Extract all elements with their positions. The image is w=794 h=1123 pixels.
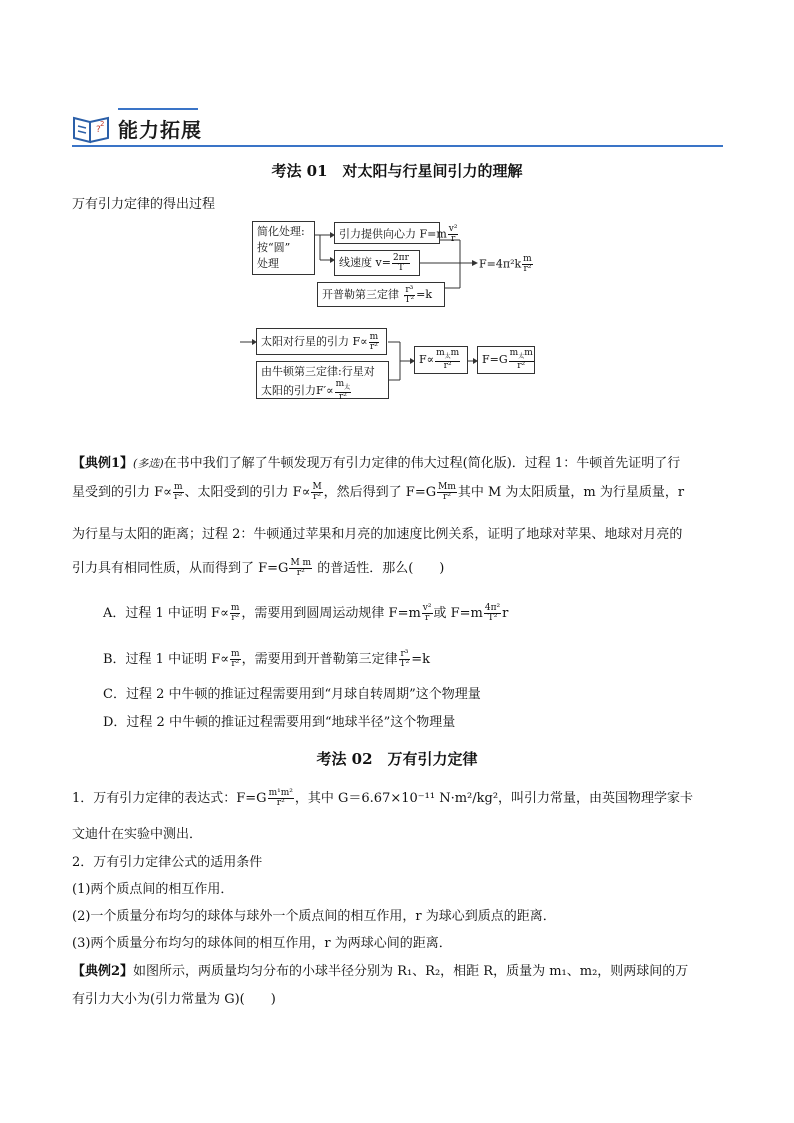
section1-title: 考法 01 对太阳与行星间引力的理解 (271, 162, 523, 180)
example1-line2: 星受到的引力 F∝ $\frac{m}{\text{r²}}$ 、太阳受到的引力 F∝ $\frac{M}{\text{r²}}$ ，然后得到了 F=G $\frac{Mm}{\text{r²}}$ 其中 M 为太阳质量，m 为行星质量，r (72, 482, 685, 502)
section2-para3: (1)两个质点间的相互作用． (72, 882, 234, 897)
example1-line3: 为行星与太阳的距离；过程 2：牛顿通过苹果和月亮的加速度比例关系，证明了地球对苹果、地球对月亮的 (72, 527, 683, 542)
svg-text:?: ? (96, 125, 101, 135)
header-divider (72, 145, 723, 147)
example2-line2: 有引力大小为(引力常量为 G)( ) (72, 992, 276, 1007)
box-velocity: 线速度 v= $\frac{2\pi r}{T}$ (334, 250, 420, 276)
section2-title: 考法 02 万有引力定律 (316, 750, 478, 768)
svg-text:2: 2 (100, 120, 105, 128)
section2-para2: 2．万有引力定律公式的适用条件 (72, 855, 263, 870)
section2-para1: 1．万有引力定律的表达式：F=G $\frac{\text{m¹m²}}{\text{r²}}$ ，其中 G＝6.67×10⁻¹¹ N·m²/kg²，叫引力常量，由英国物理学家卡 (72, 788, 694, 808)
book-icon (72, 110, 112, 144)
example1-option-a[interactable]: A．过程 1 中证明 F∝ $\frac{m}{\text{r²}}$ ，需要用到圆周运动规律 F=m $\frac{\text{v²}}{r}$ 或 F=m $\frac{\text{4π²}}{\text{T²}}$ r (103, 603, 509, 623)
box-kepler: 开普勒第三定律 $\frac{\text{r³}}{\text{T²}}$ =k (317, 282, 445, 307)
example1-line1: 【典例1】(多选)在书中我们了解了牛顿发现万有引力定律的伟大过程(简化版)．过程 1：牛顿首先证明了行 (72, 456, 681, 471)
box-proportional: F∝ $\frac{m_太m}{\text{r²}}$ (414, 346, 468, 374)
example2-line1: 【典例2】如图所示，两质量均匀分布的小球半径分别为 R₁、R₂，相距 R，质量为 m₁、m₂，则两球间的万 (72, 964, 689, 979)
box-newton-third-law: 由牛顿第三定律:行星对 太阳的引力F′∝ $\frac{m_太}{\text{r²}}$ (256, 361, 389, 399)
example1-option-d[interactable]: D．过程 2 中牛顿的推证过程需要用到“地球半径”这个物理量 (103, 715, 456, 730)
box-final-formula: F=G $\frac{m_太m}{\text{r²}}$ (477, 346, 535, 374)
box-sun-on-planet: 太阳对行星的引力 F∝ $\frac{m}{\text{r²}}$ (256, 328, 387, 355)
box-simplify: 简化处理: 按“圆” 处理 (252, 221, 315, 275)
example1-option-b[interactable]: B．过程 1 中证明 F∝ $\frac{m}{\text{r²}}$ ，需要用到开普勒第三定律 $\frac{\text{r³}}{\text{T²}}$ =k (103, 649, 431, 669)
section2-para5: (3)两个质量分布均匀的球体间的相互作用，r 为两球心间的距离． (72, 936, 452, 951)
section2-para1-cont: 文迪什在实验中测出． (72, 827, 203, 842)
section2-para4: (2)一个质量分布均匀的球体与球外一个质点间的相互作用，r 为球心到质点的距离． (72, 909, 556, 924)
section-header-title: 能力拓展 (118, 118, 202, 142)
example1-line4: 引力具有相同性质，从而得到了 F=G $\frac{\text{M m}}{\text{r²}}$ 的普适性．那么( ) (72, 558, 445, 578)
box-centripetal: 引力提供向心力 F=m $\frac{\text{v²}}{r}$ (334, 222, 440, 244)
header-accent-line (118, 108, 198, 110)
diagram1-result: F=4π²k $\frac{m}{\text{r²}}$ (479, 254, 532, 274)
example1-option-c[interactable]: C．过程 2 中牛顿的推证过程需要用到“月球自转周期”这个物理量 (103, 687, 481, 702)
section1-intro: 万有引力定律的得出过程 (72, 197, 216, 212)
